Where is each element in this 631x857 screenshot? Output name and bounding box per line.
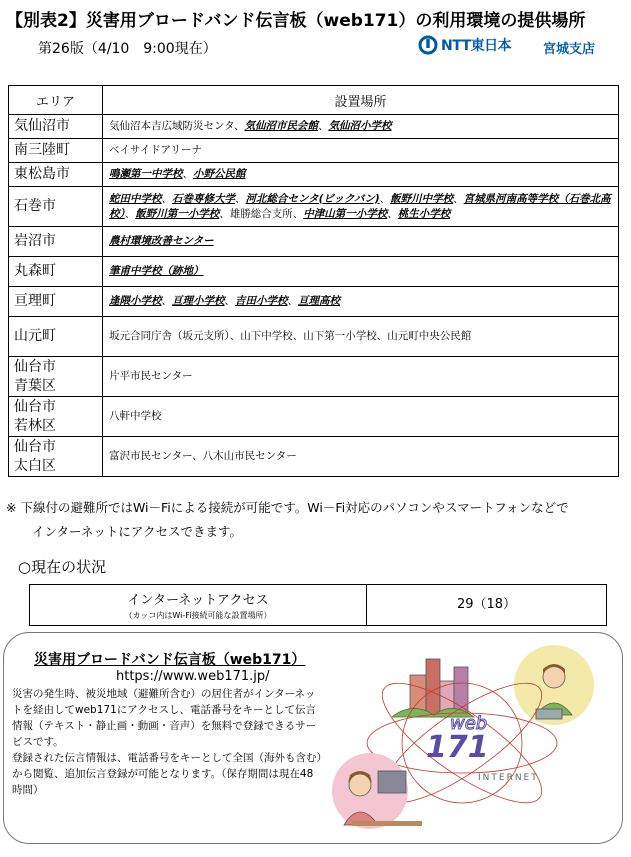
area-name-line: 石巻市 xyxy=(14,198,56,214)
area-cell xyxy=(9,287,103,317)
site-text: 、 xyxy=(317,120,329,132)
area-name-line: 仙台市 xyxy=(14,438,56,455)
wifi-site-name: 中津山第一小学校 xyxy=(303,207,388,220)
site-cell xyxy=(103,227,619,257)
info-url: https://www.web171.jp/ xyxy=(116,669,270,684)
table-row xyxy=(9,397,619,437)
status-label-cell xyxy=(30,585,367,625)
site-text: 、 xyxy=(124,207,136,220)
wifi-site-name: 気仙沼小学校 xyxy=(328,120,392,132)
man-with-laptop-icon xyxy=(514,645,594,725)
logo-171-text: 171 xyxy=(426,730,489,765)
column-header-site: 設置場所 xyxy=(103,86,619,115)
ntt-mark-icon xyxy=(418,35,438,55)
wifi-site-name: 農村環境改善センター xyxy=(109,235,214,247)
site-text: ベイサイドアリーナ xyxy=(109,144,203,156)
site-cell xyxy=(103,437,619,477)
wifi-site-name: 鳴瀬第一中学校 xyxy=(109,168,183,180)
table-row xyxy=(9,257,619,287)
area-name-line: 南三陸町 xyxy=(14,142,70,158)
area-name-line: 青葉区 xyxy=(14,377,56,394)
table-row xyxy=(9,187,619,227)
site-cell xyxy=(103,357,619,397)
site-text: 、 xyxy=(287,295,298,307)
wifi-site-name: 蛇田中学校 xyxy=(109,192,162,205)
site-cell xyxy=(103,287,619,317)
table-header-row xyxy=(9,86,619,115)
wifi-site-name: 小野公民館 xyxy=(193,168,246,180)
wifi-site-name: 飯野川中学校 xyxy=(390,192,454,205)
table-row xyxy=(9,139,619,163)
area-cell xyxy=(9,317,103,357)
site-text: 、 xyxy=(161,295,172,307)
city-buildings-icon xyxy=(392,659,474,717)
area-name-line: 気仙沼市 xyxy=(14,118,70,134)
site-text: 気仙沼本吉広域防災センタ、 xyxy=(109,120,245,132)
info-body-paragraph-2: 登録された伝言情報は、電話番号をキーとして全国（海外も含む）から閲覧、追加伝言登録が可能となります。（保存期間は現在48時間） xyxy=(12,752,322,796)
site-cell xyxy=(103,257,619,287)
site-cell xyxy=(103,397,619,437)
site-text: 、 xyxy=(387,207,398,220)
logo-web-text: web xyxy=(450,713,488,734)
wifi-note-line-2: インターネットにアクセスできます。 xyxy=(32,524,243,539)
site-text: 片平市民センター xyxy=(109,370,193,382)
area-cell xyxy=(9,187,103,227)
area-name-line: 岩沼市 xyxy=(14,233,56,249)
area-name-line: 仙台市 xyxy=(14,358,56,375)
info-body-paragraph-1: 災害の発生時、被災地域（避難所含む）の居住者がインターネットを経由してweb171にアクセスし、電話番号をキーとして伝言情報（テキスト・静止画・動画・音声）を無料で登録できるサービスです。 xyxy=(12,688,317,748)
site-text: 八軒中学校 xyxy=(109,410,162,422)
column-header-area: エリア xyxy=(9,86,103,115)
site-cell xyxy=(103,163,619,187)
area-name-line: 亘理町 xyxy=(14,293,56,309)
wifi-site-name: 亘理高校 xyxy=(298,295,340,307)
area-cell xyxy=(9,397,103,437)
area-cell xyxy=(9,139,103,163)
company-name: NTT東日本 xyxy=(441,38,512,54)
info-title: 災害用ブロードバンド伝言板（web171） xyxy=(34,652,306,668)
page-title: 【別表2】災害用ブロードバンド伝言板（web171）の利用環境の提供場所 xyxy=(6,11,586,31)
site-cell xyxy=(103,115,619,139)
area-cell xyxy=(9,357,103,397)
table-row xyxy=(9,227,619,257)
site-text: 、雄勝総合支所、 xyxy=(219,207,304,220)
site-text: 、 xyxy=(235,192,246,205)
status-label: インターネットアクセス xyxy=(127,593,269,608)
area-cell xyxy=(9,163,103,187)
wifi-site-name: 石巻専修大学 xyxy=(172,192,235,205)
locations-table xyxy=(8,85,619,477)
wifi-site-name: 河北総合センタ(ビックバン) xyxy=(245,192,380,205)
status-sublabel: （カッコ内はWi-Fi接続可能な設置場所） xyxy=(124,611,272,620)
area-name-line: 仙台市 xyxy=(14,398,56,415)
table-row xyxy=(9,115,619,139)
web171-illustration xyxy=(322,635,622,844)
table-row xyxy=(9,287,619,317)
site-text: 、 xyxy=(224,295,235,307)
area-name-line: 山元町 xyxy=(14,328,56,344)
wifi-site-name: 筆甫中学校（跡地） xyxy=(109,265,204,277)
wifi-site-name: 飯野川第一小学校 xyxy=(135,207,220,220)
area-cell xyxy=(9,257,103,287)
wifi-note xyxy=(6,496,624,544)
edition-label: 第26版（4/10 9:00現在） xyxy=(38,41,217,57)
info-body xyxy=(12,686,322,798)
site-cell xyxy=(103,317,619,357)
area-name-line: 若林区 xyxy=(14,417,56,434)
table-row xyxy=(9,317,619,357)
site-cell xyxy=(103,187,619,227)
branch-name: 宮城支店 xyxy=(543,42,596,57)
site-text: 富沢市民センター、八木山市民センター xyxy=(109,450,297,462)
wifi-note-line-1: ※ 下線付の避難所ではWi－Fiによる接続が可能です。Wi－Fi対応のパソコンやスマートフォンなどで xyxy=(6,500,569,515)
wifi-site-name: 気仙沼市民会館 xyxy=(244,120,318,132)
status-table xyxy=(29,584,607,626)
site-text: 、 xyxy=(161,192,172,205)
wifi-site-name: 桃生小学校 xyxy=(397,207,451,220)
table-row xyxy=(9,357,619,397)
logo-internet-text: INTERNET xyxy=(478,773,539,783)
site-text: 、 xyxy=(379,192,391,205)
table-row xyxy=(9,163,619,187)
wifi-site-name: 吉田小学校 xyxy=(235,295,288,307)
wifi-site-name: 亘理小学校 xyxy=(172,295,225,307)
site-text: 、 xyxy=(182,168,193,180)
area-cell xyxy=(9,437,103,477)
ntt-logo xyxy=(418,35,511,55)
area-name-line: 太白区 xyxy=(14,457,56,474)
table-row xyxy=(9,437,619,477)
area-cell xyxy=(9,115,103,139)
wifi-site-name: 宮城県河南高等学校（石巻北高校） xyxy=(109,192,611,220)
woman-with-computer-icon xyxy=(332,753,422,829)
area-name-line: 丸森町 xyxy=(14,263,56,279)
status-heading: ○現在の状況 xyxy=(18,558,107,576)
area-name-line: 東松島市 xyxy=(14,166,70,182)
wifi-site-name: 逢隈小学校 xyxy=(109,295,162,307)
status-value: 29（18） xyxy=(456,597,517,612)
site-text: 、 xyxy=(453,192,464,205)
site-text: 坂元合同庁舎（坂元支所）、山下中学校、山下第一小学校、山元町中央公民館 xyxy=(109,330,472,342)
area-cell xyxy=(9,227,103,257)
site-cell xyxy=(103,139,619,163)
web171-info-box xyxy=(3,632,623,844)
